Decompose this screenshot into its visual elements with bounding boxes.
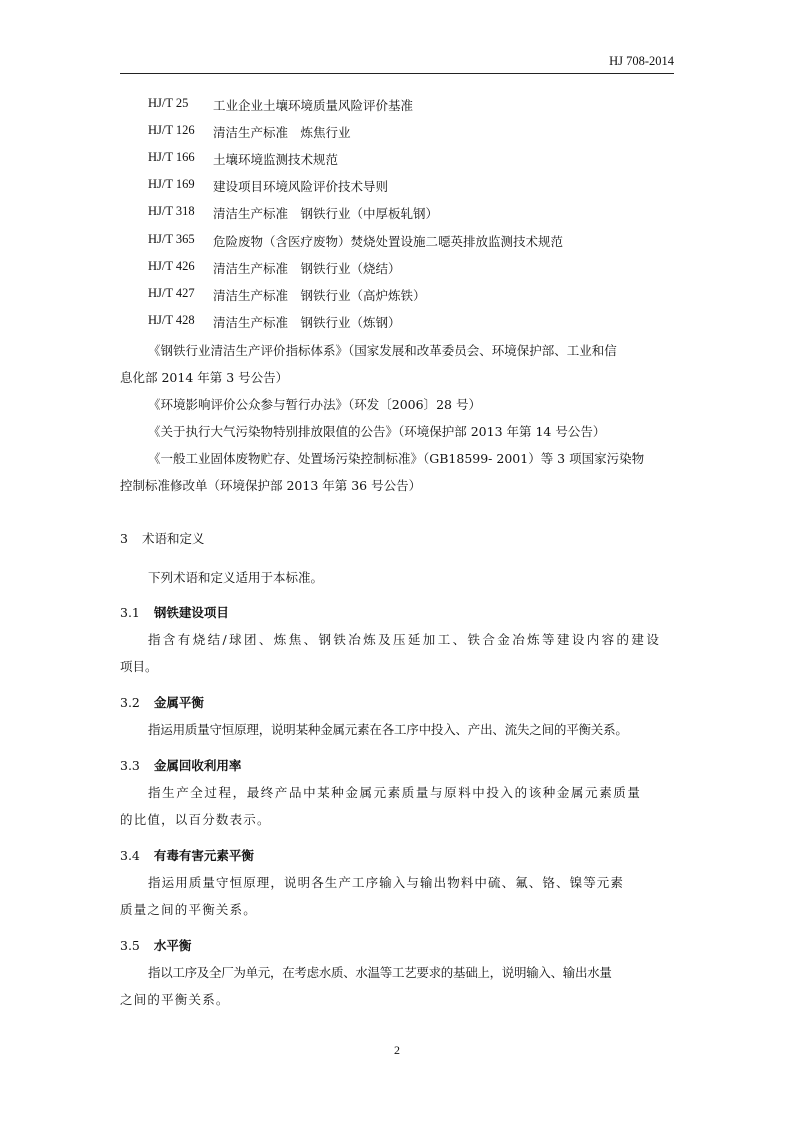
term-number: 3.3	[120, 758, 140, 773]
term-definition-line: 之间的平衡关系。	[120, 992, 230, 1007]
reference-title: 清洁生产标准 钢铁行业（高炉炼铁）	[213, 288, 426, 303]
term-definition-line: 的比值，以百分数表示。	[120, 812, 271, 827]
reference-code: HJ/T 426	[148, 259, 195, 273]
reference-title: 土壤环境监测技术规范	[213, 152, 339, 167]
term-name: 钢铁建设项目	[153, 605, 229, 620]
term-definition-line: 指生产全过程，最终产品中某种金属元素质量与原料中投入的该种金属元素质量	[148, 785, 642, 800]
term-name: 金属回收利用率	[153, 758, 242, 773]
section-intro: 下列术语和定义适用于本标准。	[148, 570, 324, 585]
term-definition-line: 指以工序及全厂为单元，在考虑水质、水温等工艺要求的基础上，说明输入、输出水量	[148, 965, 612, 980]
term-definition-line: 指含有烧结/球团、炼焦、钢铁冶炼及压延加工、铁合金冶炼等建设内容的建设	[148, 632, 662, 647]
reference-title: 工业企业土壤环境质量风险评价基准	[213, 98, 414, 113]
term-definition-line: 质量之间的平衡关系。	[120, 902, 258, 917]
term-heading	[120, 756, 241, 774]
reference-title: 建设项目环境风险评价技术导则	[213, 179, 389, 194]
term-definition-line: 指运用质量守恒原理，说明某种金属元素在各工序中投入、产出、流失之间的平衡关系。	[148, 722, 628, 737]
term-heading	[120, 693, 204, 711]
document-reference-line: 息化部 2014 年第 3 号公告）	[120, 370, 289, 385]
reference-title: 危险废物（含医疗废物）焚烧处置设施二噁英排放监测技术规范	[213, 234, 564, 249]
term-name: 有毒有害元素平衡	[153, 848, 254, 863]
term-number: 3.4	[120, 848, 140, 863]
header-rule	[120, 73, 674, 74]
reference-title: 清洁生产标准 钢铁行业（炼钢）	[213, 315, 401, 330]
term-definition-line: 项目。	[120, 659, 158, 674]
reference-code: HJ/T 25	[148, 96, 189, 110]
section-heading	[120, 529, 204, 547]
term-heading	[120, 936, 191, 954]
term-name: 金属平衡	[153, 695, 204, 710]
standard-number: HJ 708-2014	[609, 54, 674, 68]
term-number: 3.5	[120, 938, 140, 953]
section-number: 3	[120, 531, 128, 546]
reference-code: HJ/T 427	[148, 286, 195, 300]
term-definition-line: 指运用质量守恒原理，说明各生产工序输入与输出物料中硫、氟、铬、镍等元素	[148, 875, 625, 890]
reference-code: HJ/T 318	[148, 204, 195, 218]
reference-code: HJ/T 166	[148, 150, 195, 164]
document-reference-line: 控制标准修改单（环境保护部 2013 年第 36 号公告）	[120, 478, 422, 493]
page-number: 2	[394, 1043, 400, 1057]
term-number: 3.2	[120, 695, 140, 710]
reference-code: HJ/T 365	[148, 232, 195, 246]
section-title: 术语和定义	[141, 531, 205, 546]
document-reference-line: 《钢铁行业清洁生产评价指标体系》（国家发展和改革委员会、环境保护部、工业和信	[148, 343, 617, 358]
term-number: 3.1	[120, 605, 140, 620]
reference-title: 清洁生产标准 炼焦行业	[213, 125, 351, 140]
term-heading	[120, 603, 229, 621]
term-name: 水平衡	[153, 938, 192, 953]
reference-code: HJ/T 126	[148, 123, 195, 137]
reference-title: 清洁生产标准 钢铁行业（烧结）	[213, 261, 401, 276]
term-heading	[120, 846, 254, 864]
reference-code: HJ/T 428	[148, 313, 195, 327]
reference-title: 清洁生产标准 钢铁行业（中厚板轧钢）	[213, 206, 439, 221]
document-reference-line: 《关于执行大气污染物特别排放限值的公告》（环境保护部 2013 年第 14 号公告）	[148, 424, 606, 439]
reference-code: HJ/T 169	[148, 177, 195, 191]
document-reference-line: 《环境影响评价公众参与暂行办法》（环发〔2006〕28 号）	[148, 397, 481, 412]
document-reference-line: 《一般工业固体废物贮存、处置场污染控制标准》（GB18599- 2001）等 3 项国家污染物	[148, 451, 645, 466]
